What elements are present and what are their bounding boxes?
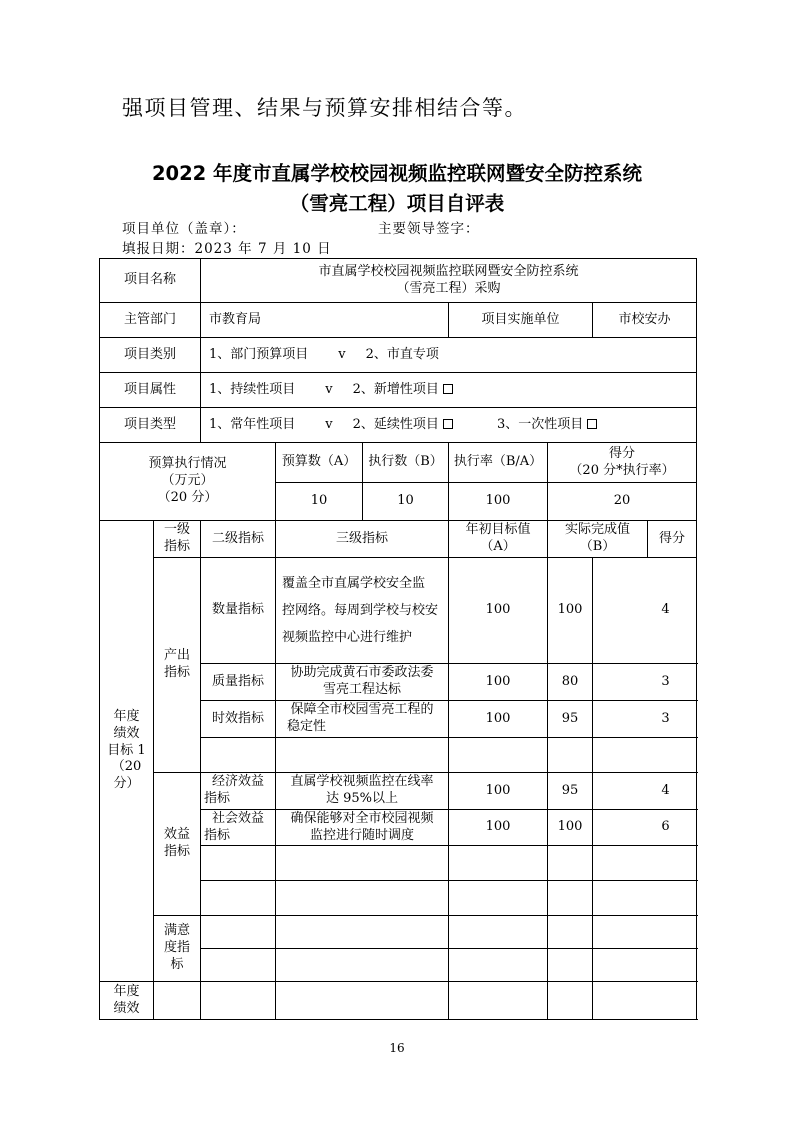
quality-level3-line1: 协助完成黄石市委政法委 (290, 665, 434, 681)
qty-level3 (276, 558, 449, 664)
dept-row (100, 303, 697, 338)
page-title-line2: （雪亮工程）项目自评表 (289, 192, 505, 215)
impl-unit-value: 市校安办 (593, 303, 697, 338)
quality-level3 (276, 664, 449, 701)
empty-cell (593, 916, 697, 949)
qty-level3-line3: 视频监控中心进行维护 (282, 630, 413, 646)
empty-cell (449, 881, 548, 916)
perf-group-label (100, 521, 154, 982)
fill-date (122, 237, 332, 257)
empty-cell (593, 846, 697, 881)
empty-cell (593, 881, 697, 916)
dept-value: 市教育局 (201, 303, 449, 338)
social-actual: 100 (548, 810, 593, 846)
category-option-1: 1、部门预算项目 (209, 346, 309, 362)
impl-unit-label: 项目实施单位 (449, 303, 593, 338)
satisfaction-row (100, 916, 697, 949)
social-level2-line1: 社会效益 (212, 810, 265, 826)
empty-cell (276, 982, 449, 1020)
qty-level2: 数量指标 (201, 558, 276, 664)
budget-header-score-line2: （20 分*执行率） (569, 462, 675, 478)
output-label-line1: 产出 (164, 648, 191, 664)
empty-cell (201, 916, 276, 949)
econ-level3-line1: 直属学校视频监控在线率 (290, 774, 434, 790)
econ-level3 (276, 773, 449, 810)
econ-level2-line2: 指标 (204, 791, 231, 806)
social-level3-line1: 确保能够对全市校园视频 (290, 810, 434, 826)
last-row-label (100, 982, 154, 1020)
level3-header: 三级指标 (276, 521, 449, 558)
output-label-line2: 指标 (164, 665, 191, 680)
type-row (100, 408, 697, 443)
empty-cell (276, 738, 449, 773)
last-row-label-line1: 年度 (113, 983, 140, 999)
timely-level2: 时效指标 (201, 701, 276, 738)
category-row (100, 338, 697, 373)
budget-header-rate: 执行率（B/A） (449, 443, 548, 483)
score-value: 20 (548, 483, 697, 521)
qty-score: 4 (593, 558, 697, 664)
type-option-1-mark: v (325, 416, 333, 432)
intro-text: 强项目管理、结果与预算安排相结合等。 (122, 96, 527, 120)
attribute-label: 项目属性 (100, 373, 201, 408)
page-title-line1: 2022 年度市直属学校校园视频监控联网暨安全防控系统 (151, 162, 643, 185)
benefit-label-line1: 效益 (164, 827, 191, 843)
empty-cell (593, 949, 697, 982)
budget-header-exec: 执行数（B） (363, 443, 449, 483)
satisfaction-label (154, 916, 201, 982)
output-label (154, 558, 201, 773)
econ-actual: 95 (548, 773, 593, 810)
attribute-option-1: 1、持续性项目 (209, 381, 296, 397)
budget-header-row (100, 443, 697, 483)
empty-cell (154, 982, 201, 1020)
type-option-3-checkbox[interactable] (587, 419, 597, 429)
perf-group-label-line4: （20 (111, 759, 142, 775)
type-option-2-checkbox[interactable] (443, 419, 453, 429)
empty-cell (276, 949, 449, 982)
budget-label-line3: （20 分） (157, 489, 218, 505)
type-option-3: 3、一次性项目 (496, 416, 584, 432)
leader-signature-label: 主要领导签字： (378, 221, 480, 237)
econ-target: 100 (449, 773, 548, 810)
category-option-1-mark: v (338, 346, 346, 362)
empty-cell (548, 916, 593, 949)
empty-cell (548, 982, 593, 1020)
satisfaction-label-line2: 度指 (164, 940, 191, 956)
social-level3-line2: 监控进行随时调度 (310, 827, 415, 843)
dept-label: 主管部门 (100, 303, 201, 338)
attribute-option-2: 2、新增性项目 (352, 381, 439, 397)
category-option-2: 2、市直专项 (365, 346, 439, 362)
category-options (201, 338, 697, 373)
budget-header-score (548, 443, 697, 483)
empty-cell (201, 881, 276, 916)
project-name-label: 项目名称 (100, 259, 201, 303)
timely-target: 100 (449, 701, 548, 738)
quality-level2: 质量指标 (201, 664, 276, 701)
empty-cell (449, 846, 548, 881)
qty-level3-line2: 控网络。每周到学校与校安 (282, 602, 439, 618)
target-header-line1: 年初目标值 (465, 522, 531, 538)
social-level3 (276, 810, 449, 846)
attribute-options (201, 373, 697, 408)
quality-level3-line2: 雪亮工程达标 (323, 682, 402, 697)
level2-header: 二级指标 (201, 521, 276, 558)
empty-cell (593, 982, 697, 1020)
project-unit-label: 项目单位（盖章）： (122, 221, 246, 237)
timely-level3 (276, 701, 449, 738)
timely-level3-line1: 保障全市校园雪亮工程的 (290, 702, 434, 718)
project-name-line2: （雪亮工程）采购 (396, 280, 501, 296)
qty-row (100, 558, 697, 664)
attribute-option-2-checkbox[interactable] (443, 384, 453, 394)
actual-header (548, 521, 648, 557)
social-level2-line2: 指标 (204, 827, 231, 843)
perf-header-row (100, 521, 697, 558)
benefit-label (154, 773, 201, 916)
budget-label-line2: （万元） (161, 473, 214, 489)
actual-header-line2: （B） (579, 539, 616, 554)
type-label: 项目类型 (100, 408, 201, 443)
budget-label (100, 443, 276, 521)
empty-cell (201, 738, 276, 773)
empty-cell (449, 982, 548, 1020)
quality-target: 100 (449, 664, 548, 701)
project-name-line1: 市直属学校校园视频监控联网暨安全防控系统 (318, 263, 579, 279)
quality-score: 3 (593, 664, 697, 701)
qty-actual: 100 (548, 558, 593, 664)
category-label: 项目类别 (100, 338, 201, 373)
satisfaction-label-line1: 满意 (164, 923, 191, 939)
satisfaction-label-line3: 标 (170, 956, 184, 972)
budget-header-score-line1: 得分 (609, 445, 636, 461)
rate-value: 100 (449, 483, 548, 521)
empty-cell (201, 846, 276, 881)
empty-cell (201, 949, 276, 982)
social-score: 6 (593, 810, 697, 846)
perf-group-label-line5: 分） (113, 776, 140, 792)
timely-score: 3 (593, 701, 697, 738)
last-row (100, 982, 697, 1020)
self-evaluation-table (99, 258, 697, 1020)
level1-header-line1: 一级 (164, 522, 191, 538)
econ-level2-line1: 经济效益 (212, 774, 265, 790)
social-target: 100 (449, 810, 548, 846)
attribute-row (100, 373, 697, 408)
empty-cell (548, 949, 593, 982)
empty-cell (449, 916, 548, 949)
empty-cell (276, 846, 449, 881)
perf-group-label-line1: 年度 (113, 708, 140, 724)
level1-header (154, 521, 201, 558)
last-row-label-line2: 绩效 (113, 1000, 140, 1016)
quality-actual: 80 (548, 664, 593, 701)
empty-cell (276, 916, 449, 949)
budget-label-line1: 预算执行情况 (148, 456, 227, 472)
actual-score-header (548, 521, 697, 558)
timely-level3-line2: 稳定性 (287, 719, 327, 734)
empty-cell (548, 738, 593, 773)
perf-group-label-line2: 绩效 (113, 725, 140, 741)
exec-value: 10 (363, 483, 449, 521)
actual-header-line1: 实际完成值 (565, 522, 631, 538)
target-header-line2: （A） (480, 539, 516, 554)
timely-actual: 95 (548, 701, 593, 738)
empty-cell (593, 738, 697, 773)
empty-cell (201, 982, 276, 1020)
empty-cell (548, 881, 593, 916)
benefit-label-line2: 指标 (164, 844, 191, 859)
project-name-row (100, 259, 697, 303)
attribute-option-1-mark: v (325, 381, 333, 397)
type-option-1: 1、常年性项目 (209, 416, 296, 432)
qty-level3-line1: 覆盖全市直属学校安全监 (282, 575, 426, 591)
perf-group-label-line3: 目标 1 (107, 742, 146, 758)
econ-score: 4 (593, 773, 697, 810)
target-header (449, 521, 548, 558)
qty-target: 100 (449, 558, 548, 664)
empty-cell (449, 738, 548, 773)
budget-header-budget: 预算数（A） (276, 443, 363, 483)
type-options (201, 408, 697, 443)
fill-date-label: 填报日期： (122, 241, 195, 257)
econ-row (100, 773, 697, 810)
econ-level2 (201, 773, 276, 810)
fill-date-value: 2023 年 7 月 10 日 (194, 241, 332, 257)
empty-cell (449, 949, 548, 982)
type-option-2: 2、延续性项目 (352, 416, 439, 432)
page-number: 16 (389, 1041, 405, 1055)
empty-cell (276, 881, 449, 916)
project-name-value (201, 259, 697, 303)
score-header: 得分 (659, 530, 686, 546)
social-level2 (201, 810, 276, 846)
budget-value: 10 (276, 483, 363, 521)
level1-header-line2: 指标 (164, 539, 191, 554)
econ-level3-line2: 达 95%以上 (326, 791, 399, 806)
empty-cell (548, 846, 593, 881)
